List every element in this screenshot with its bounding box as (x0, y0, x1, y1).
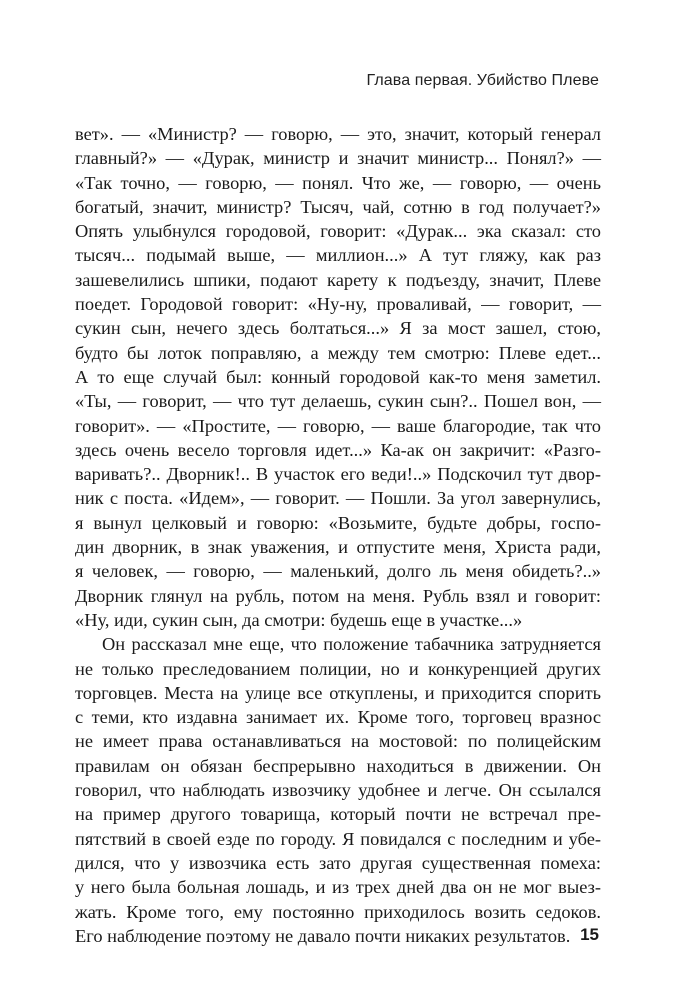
text-line: правилам он обязан беспрерывно находиться в движении. Он (75, 755, 601, 776)
text-line: у него была больная лошадь, и из трех дней два он не мог выез- (75, 877, 601, 898)
text-line: торговцев. Места на улице все откуплены, и приходится спорить (75, 682, 601, 703)
text-line: «Так точно, — говорю, — понял. Что же, — говорю, — очень (75, 172, 601, 193)
text-line: вет». — «Министр? — говорю, — это, значит, который генерал (75, 124, 601, 144)
text-line: главный?» — «Дурак, министр и значит министр... Понял?» — (75, 148, 601, 169)
page-number: 15 (580, 925, 599, 944)
text-line: Он рассказал мне еще, что положение табачника затрудняется (102, 634, 601, 655)
text-line: говорит». — «Простите, — говорю, — ваше благородие, так что (75, 415, 601, 436)
text-line: я вынул целковый и говорю: «Возьмите, будьте добры, госпо- (75, 512, 601, 533)
text-line: Его наблюдение поэтому не давало почти никаких результатов. (75, 925, 571, 946)
text-line: «Ну, иди, сукин сын, да смотри: будешь еще в участке...» (75, 609, 523, 630)
text-line: Дворник глянул на рубль, потом на меня. Рубль взял и говорит: (75, 585, 601, 606)
text-line: варивать?.. Дворник!.. В участок его веди!..» Подскочил тут двор- (75, 464, 601, 485)
text-line: говорил, что наблюдать извозчику удобнее и легче. Он ссылался (75, 780, 601, 801)
text-line: с теми, кто издавна занимает их. Кроме того, торговец вразнос (75, 707, 601, 728)
text-line: тысяч... подымай выше, — миллион...» А тут гляжу, как раз (75, 245, 601, 266)
text-line: будто бы лоток поправляю, а между тем смотрю: Плеве едет... (75, 342, 601, 363)
text-line: «Ты, — говорит, — что тут делаешь, сукин сын?.. Пошел вон, — (75, 391, 601, 412)
text-line: зашевелились шпики, подают карету к подъезду, значит, Плеве (75, 269, 601, 290)
text-line: я человек, — говорю, — маленький, долго ль меня обидеть?..» (75, 561, 601, 582)
text-line: ник с поста. «Идем», — говорит. — Пошли. За угол завернулись, (75, 488, 601, 509)
text-line: здесь очень весело торговля идет...» Ка-ак он закричит: «Разго- (75, 439, 601, 460)
running-head: Глава первая. Убийство Плеве (366, 72, 599, 89)
text-line: сукин сын, нечего здесь болтаться...» Я за мост зашел, стою, (75, 318, 601, 339)
text-line: жать. Кроме того, ему постоянно приходилось возить седоков. (75, 901, 601, 922)
text-line: не только преследованием полиции, но и конкуренцией других (75, 658, 601, 679)
text-line: не имеет права останавливаться на мостовой: по полицейским (75, 731, 601, 752)
text-line: поедет. Городовой говорит: «Ну-ну, проваливай, — говорит, — (75, 294, 601, 315)
body-text (75, 122, 601, 948)
text-line: на пример другого товарища, который почти не встречал пре- (75, 804, 601, 825)
text-line: пятствий в своей езде по городу. Я повидался с последним и убе- (75, 828, 601, 849)
text-line: дин дворник, в знак уважения, и отпустите меня, Христа ради, (75, 537, 601, 558)
text-line: богатый, значит, министр? Тысяч, чай, сотню в год получает?» (75, 196, 601, 217)
text-line: Опять улыбнулся городовой, говорит: «Дурак... эка сказал: сто (75, 221, 601, 242)
text-line: А то еще случай был: конный городовой как-то меня заметил. (75, 366, 601, 387)
text-line: дился, что у извозчика есть зато другая существенная помеха: (75, 852, 601, 873)
